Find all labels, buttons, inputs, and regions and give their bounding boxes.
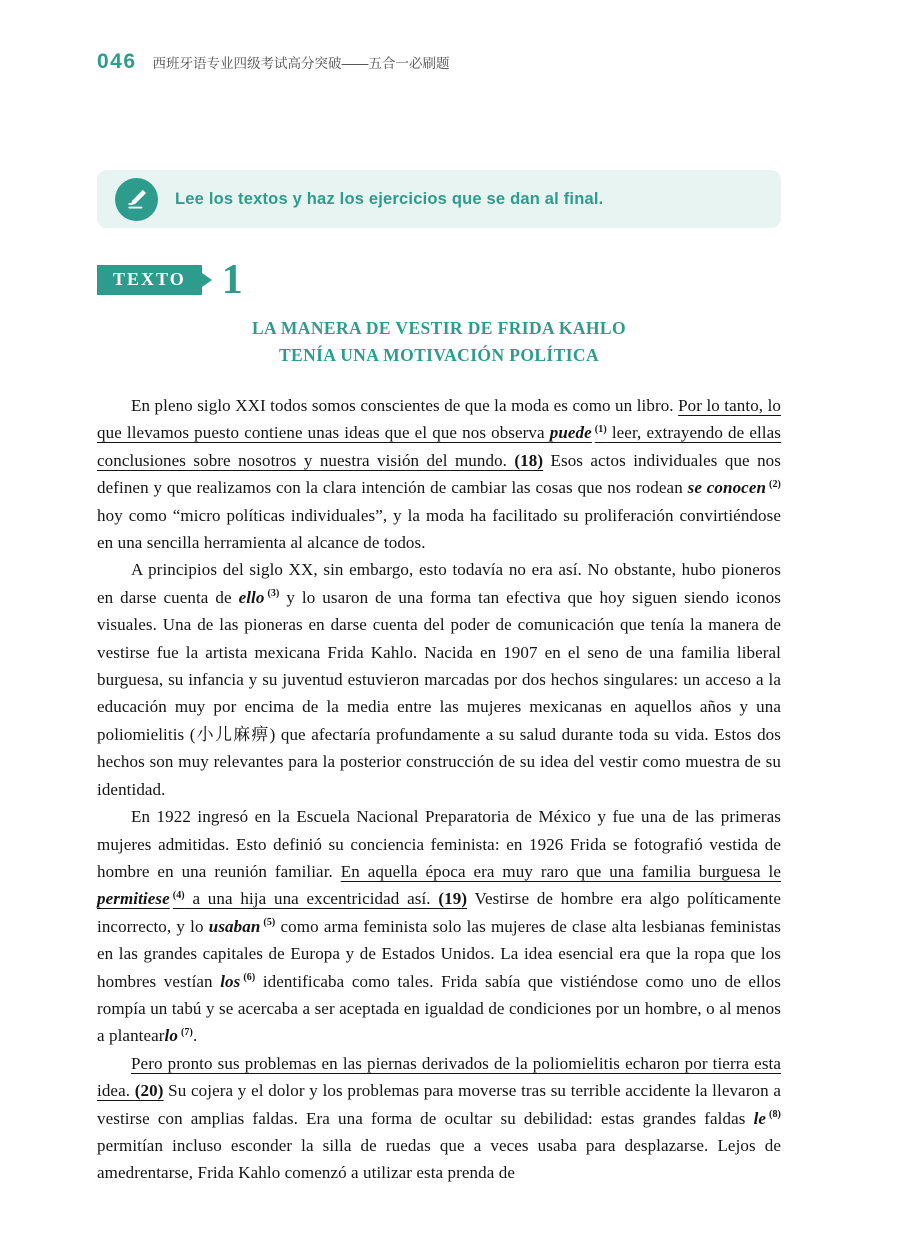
keyword-text: se conocen $^{(2)}$ [687, 478, 781, 498]
blank-number-marker: (2) [769, 478, 781, 490]
texto-tag [97, 265, 202, 295]
article-title [97, 315, 781, 369]
blank-number-marker: (6) [243, 971, 256, 983]
underlined-text: puede $^{(1)}$ [549, 423, 607, 443]
pencil-icon [115, 178, 158, 221]
underlined-text: leer, extrayendo de ellas conclusiones sobre nosotros y nuestra visión del mundo. [97, 423, 781, 470]
underlined-text: En aquella época era muy raro que una familia burguesa le [340, 861, 781, 881]
underlined-text: Por lo tanto, lo que llevamos puesto contiene unas ideas que el que nos observa [97, 396, 781, 443]
article-body [97, 392, 781, 1187]
body-text: como arma feminista solo las mujeres de clase alta lesbianas feministas en las grandes capitales de Europa y de Estados Unidos. La idea esencial era que la ropa que los hombres vestían [97, 916, 781, 991]
body-text: A principios del siglo XX, sin embargo, esto todavía no era así. No obstante, hubo pioneros en darse cuenta de [97, 560, 781, 607]
paragraph [97, 556, 781, 803]
running-head [97, 50, 781, 76]
keyword-text: ello $^{(3)}$ [238, 587, 280, 607]
blank-number-marker: (4) [172, 889, 185, 901]
body-text: En pleno siglo XXI todos somos conscientes de que la moda es como un libro. [131, 396, 679, 415]
body-text: Vestirse de hombre era algo políticamente incorrecto, y lo [97, 889, 782, 936]
body-text: En 1922 ingresó en la Escuela Nacional Preparatoria de México y fue una de las primeras mujeres admitidas. Esto definió su conciencia feminista: en 1926 Frida se fotografió vestida de hombre en una reunión familiar. [97, 807, 781, 881]
instruction-text: Lee los textos y haz los ejercicios que se dan al final. [175, 189, 604, 208]
pencil-glyph [125, 187, 149, 211]
body-text: . [192, 1026, 198, 1046]
blank-number-marker: (8) [769, 1108, 781, 1120]
book-title: 西班牙语专业四级考试高分突破——五合一必刷题 [152, 56, 450, 71]
body-text: permitían incluso esconder la silla de ruedas que a veces usaba para desplazarse. Lejos de amedrentarse, Frida Kahlo comenzó a utilizar esta prenda de [97, 1135, 781, 1183]
underlined-text: (20) [134, 1081, 164, 1101]
paragraph [97, 803, 781, 1050]
underlined-text: (18) [514, 450, 544, 470]
paragraph [97, 392, 781, 556]
page-number: 046 [97, 50, 137, 73]
blank-number-marker: (3) [267, 588, 280, 600]
article-title-line-1: LA MANERA DE VESTIR DE FRIDA KAHLO [251, 318, 627, 338]
keyword-text: le $^{(8)}$ [753, 1108, 781, 1128]
instruction-banner [97, 170, 781, 228]
body-text: Esos actos individuales que nos definen y que realizamos con la clara intención de cambiar las cosas que nos rodean [97, 450, 781, 498]
article-title-line-2: TENÍA UNA MOTIVACIÓN POLÍTICA [278, 345, 599, 365]
keyword-text: usaban $^{(5)}$ [208, 916, 276, 936]
keyword-text: lo $^{(7)}$ [164, 1026, 193, 1046]
texto-number: 1 [221, 257, 243, 303]
texto-tag-arrow-icon [202, 273, 212, 287]
underlined-text: permitiese $^{(4)}$ [97, 889, 185, 909]
body-text: Su cojera y el dolor y los problemas para moverse tras su terrible accidente la llevaron a vestirse con amplias faldas. Era una forma de ocultar su debilidad: estas grandes faldas [97, 1081, 781, 1128]
body-text: y lo usaron de una forma tan efectiva que hoy siguen siendo iconos visuales. Una de las pioneras en darse cuenta del poder de comunicación que tenía la manera de vestirse fue la artista mexicana Frida Kahlo. Nacida en 1907 en el seno de una familia liberal burguesa, su infancia y su juventud estuvieron marcadas por dos hechos singulares: un acceso a la educación muy por encima de la media entre las mujeres mexicanas en aquellos años y una poliomielitis (小儿麻痹) que afectaría profundamente a su salud durante toda su vida. Estos dos hechos son muy relevantes para la posterior construcción de su idea del vestir como muestra de su identidad. [97, 587, 782, 799]
underlined-text: (19) [438, 889, 468, 909]
body-text: hoy como “micro políticas individuales”, y la moda ha facilitado su proliferación convirtiéndose en una sencilla herramienta al alcance de todos. [97, 505, 781, 553]
paragraph [97, 1050, 781, 1187]
blank-number-marker: (5) [263, 917, 276, 929]
keyword-text: los $^{(6)}$ [220, 971, 256, 991]
texto-label: TEXTO [113, 269, 186, 289]
underlined-text: a una hija una excentricidad así. [184, 889, 439, 909]
body-text: identificaba como tales. Frida sabía que vistiéndose como uno de ellos rompía un tabú y se acercaba a ser aceptada en igualdad de condiciones por un hombre, o al menos a plantear [97, 971, 781, 1046]
blank-number-marker: (1) [594, 423, 607, 435]
blank-number-marker: (7) [180, 1026, 193, 1038]
underlined-text: Pero pronto sus problemas en las piernas derivados de la poliomielitis echaron por tierra esta idea. [97, 1053, 781, 1101]
texto-heading [97, 258, 781, 302]
